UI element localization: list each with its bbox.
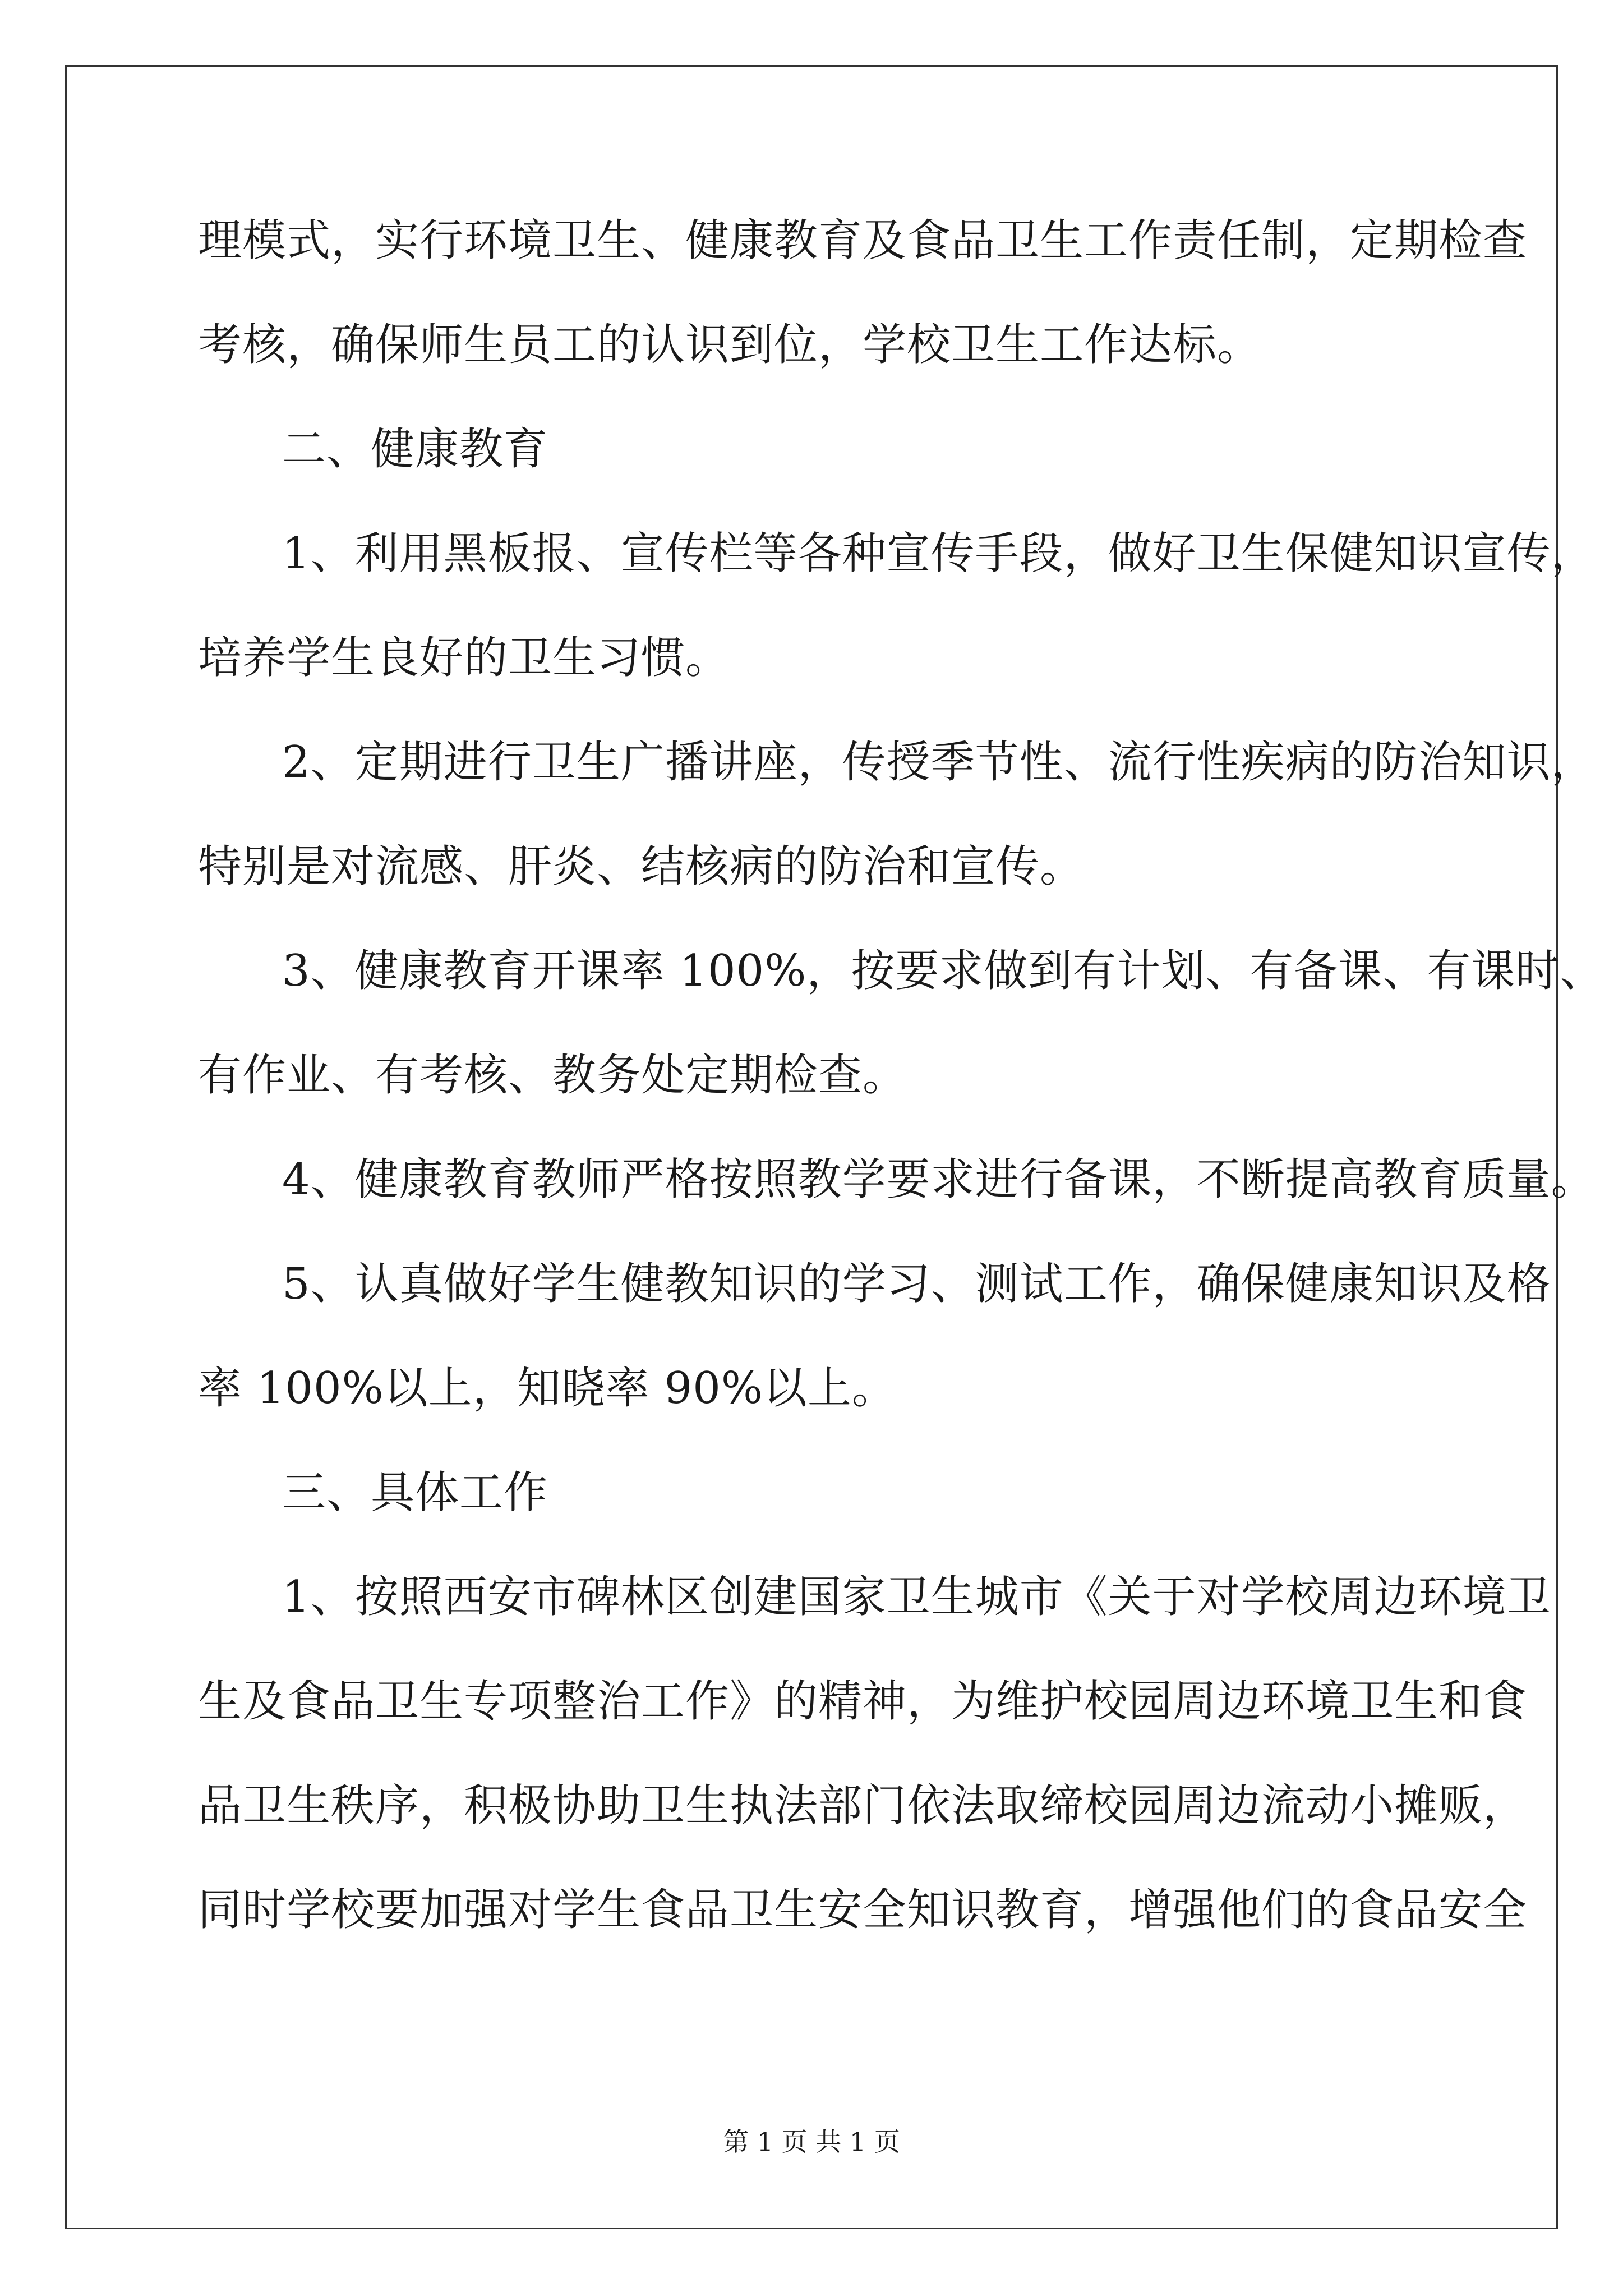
text-line: 生及食品卫生专项整治工作》的精神，为维护校园周边环境卫生和食 [198,1676,1528,1727]
text-line: 培养学生良好的卫生习惯。 [198,633,730,683]
text-line: 1、按照西安市碑林区创建国家卫生城市《关于对学校周边环境卫 [282,1572,1551,1622]
section-heading: 三、具体工作 [282,1467,548,1518]
section-heading: 二、健康教育 [282,424,548,475]
text-line: 特别是对流感、肝炎、结核病的防治和宣传。 [198,841,1085,892]
text-line: 3、健康教育开课率 100%，按要求做到有计划、有备课、有课时、 [282,946,1604,996]
text-line: 5、认真做好学生健教知识的学习、测试工作，确保健康知识及格 [282,1259,1551,1309]
text-line: 同时学校要加强对学生食品卫生安全知识教育，增强他们的食品安全 [198,1885,1528,1935]
text-line: 4、健康教育教师严格按照教学要求进行备课，不断提高教育质量。 [282,1154,1596,1205]
text-line: 考核，确保师生员工的认识到位，学校卫生工作达标。 [198,320,1262,370]
text-line: 品卫生秩序，积极协助卫生执法部门依法取缔校园周边流动小摊贩， [198,1780,1528,1831]
text-line: 理模式，实行环境卫生、健康教育及食品卫生工作责任制，定期检查 [198,215,1528,266]
text-line: 率 100%以上，知晓率 90%以上。 [198,1363,896,1414]
text-line: 有作业、有考核、教务处定期检查。 [198,1050,907,1101]
page-number-footer: 第 1 页 共 1 页 [723,2127,900,2157]
text-line: 2、定期进行卫生广播讲座，传授季节性、流行性疾病的防治知识， [282,737,1596,788]
text-line: 1、利用黑板报、宣传栏等各种宣传手段，做好卫生保健知识宣传， [282,528,1596,579]
